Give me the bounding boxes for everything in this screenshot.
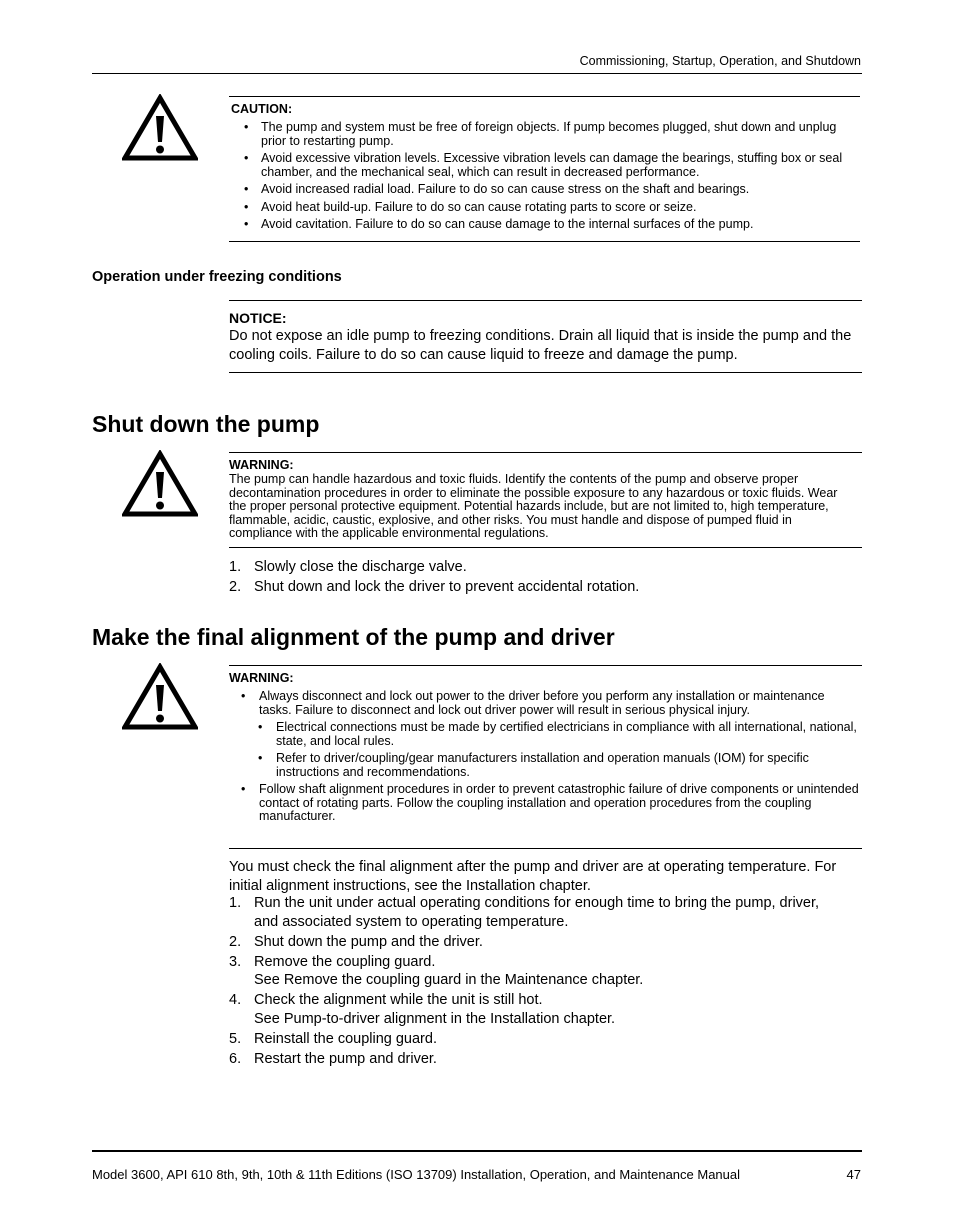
step-text: Shut down the pump and the driver. — [254, 933, 483, 950]
step-number: 1. — [229, 559, 242, 575]
notice-text: Do not expose an idle pump to freezing conditions. Drain all liquid that is inside the pump and the cooling coils. Failure to do so can cause liquid to freeze and damage the pump. — [229, 328, 852, 363]
running-header: Commissioning, Startup, Operation, and Shutdown — [579, 54, 861, 68]
list-item — [229, 933, 844, 952]
alignment-sub-bullet-list — [229, 721, 859, 779]
notice-bottom-rule — [229, 372, 862, 373]
alignment-bullet-list-2 — [229, 783, 859, 824]
footer-rule — [92, 1150, 862, 1152]
step-text: Restart the pump and driver. — [254, 1050, 437, 1067]
alignment-warning-bottom-rule — [229, 848, 862, 849]
alignment-warning-body — [229, 690, 859, 828]
step-text: Run the unit under actual operating conditions for enough time to bring the pump, driver, and associated system to operating temperature. — [254, 895, 820, 930]
step-text: Remove the coupling guard. — [254, 953, 436, 970]
header-rule — [92, 73, 862, 74]
step-text: Reinstall the coupling guard. — [254, 1030, 437, 1047]
caution-bullet-list — [231, 121, 861, 236]
alignment-bullet: • Always disconnect and lock out power to the driver before you perform any installation or maintenance tasks. Failure to disconnect and lock out driver power will result in serious physical injury. — [229, 690, 859, 717]
alignment-warning-top-rule — [229, 665, 862, 666]
caution-bullet: • Avoid cavitation. Failure to do so can cause damage to the internal surfaces of the pump. — [231, 218, 861, 232]
alignment-steps — [229, 894, 844, 1070]
shutdown-warning-label: WARNING: — [229, 458, 294, 472]
step-note: See Remove the coupling guard in the Maintenance chapter. — [254, 972, 644, 988]
step-text: Slowly close the discharge valve. — [254, 559, 467, 575]
alignment-sub-bullet: • Refer to driver/coupling/gear manufacturers installation and operation manuals (IOM) for specific instructions and recommendations. — [229, 752, 859, 779]
step-number: 3. — [229, 953, 242, 970]
caution-bullet: • The pump and system must be free of foreign objects. If pump becomes plugged, shut down and unplug prior to restarting pump. — [231, 121, 861, 148]
alignment-bullet: • Follow shaft alignment procedures in order to prevent catastrophic failure of drive components or unintended contact of rotating parts. Follow the coupling installation and operation procedures from the coupling manufacturer. — [229, 783, 859, 824]
page-number: 47 — [846, 1167, 861, 1182]
step-number: 2. — [229, 579, 242, 595]
caution-label: CAUTION: — [231, 102, 293, 116]
shutdown-warning-text: The pump can handle hazardous and toxic fluids. Identify the contents of the pump and observe proper decontamination procedures in order to eliminate the possible exposure to any hazardous or toxic fluids. Wear the proper personal protective equipment. Potential hazards include, but are not limited to, high temperature, flammable, acidic, caustic, explosive, and other risks. You must handle and dispose of pumped fluid in compliance with the applicable environmental regulations. — [229, 472, 838, 540]
list-item — [229, 991, 844, 1028]
warning-triangle-icon — [122, 450, 198, 518]
caution-bullet: • Avoid heat build-up. Failure to do so can cause rotating parts to score or seize. — [231, 201, 861, 215]
list-item — [229, 578, 859, 597]
notice-top-rule — [229, 300, 862, 301]
warning-triangle-icon — [122, 94, 198, 162]
step-number: 2. — [229, 933, 242, 950]
shutdown-warning-top-rule — [229, 452, 862, 453]
step-number: 6. — [229, 1050, 242, 1067]
list-item — [229, 1050, 844, 1069]
warning-triangle-icon — [122, 663, 198, 731]
notice-label: NOTICE: — [229, 310, 287, 326]
list-item — [229, 558, 859, 577]
step-note: See Pump-to-driver alignment in the Installation chapter. — [254, 1010, 616, 1027]
shutdown-steps — [229, 558, 859, 598]
alignment-warning-label: WARNING: — [229, 671, 294, 685]
caution-bullet: • Avoid excessive vibration levels. Excessive vibration levels can damage the bearings, stuffing box or seal chamber, and the mechanical seal, which can result in decreased performance. — [231, 152, 861, 179]
caution-top-rule — [229, 96, 860, 97]
step-text: Shut down and lock the driver to prevent accidental rotation. — [254, 579, 640, 595]
caution-bottom-rule — [229, 241, 860, 242]
list-item — [229, 1030, 844, 1049]
caution-bullet: • Avoid increased radial load. Failure to do so can cause stress on the shaft and bearings. — [231, 183, 861, 197]
section-heading-shutdown: Shut down the pump — [92, 411, 320, 437]
section-heading-alignment: Make the final alignment of the pump and driver — [92, 624, 615, 650]
footer-manual-title: Model 3600, API 610 8th, 9th, 10th & 11th Editions (ISO 13709) Installation, Operation, and Maintenance Manual — [92, 1167, 741, 1182]
alignment-bullet-list — [229, 690, 859, 717]
alignment-sub-bullet: • Electrical connections must be made by certified electricians in compliance with all international, national, state, and local rules. — [229, 721, 859, 748]
step-number: 1. — [229, 895, 242, 911]
alignment-intro: You must check the final alignment after the pump and driver are at operating temperature. For initial alignment instructions, see the Installation chapter. — [229, 859, 837, 894]
shutdown-warning-bottom-rule — [229, 547, 862, 548]
step-number: 5. — [229, 1030, 242, 1047]
list-item — [229, 894, 844, 931]
step-text: Check the alignment while the unit is still hot. — [254, 992, 543, 1008]
list-item — [229, 953, 844, 990]
section-heading-freezing: Operation under freezing conditions — [92, 269, 342, 285]
step-number: 4. — [229, 992, 242, 1008]
